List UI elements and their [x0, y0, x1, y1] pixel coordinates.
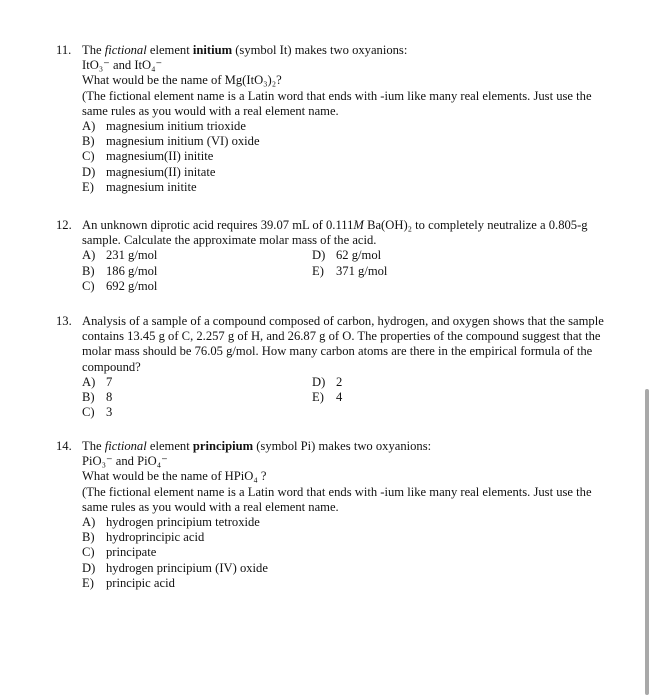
- option-a[interactable]: A) 231 g/mol: [82, 248, 158, 263]
- oxyanion-2: ItO₄⁻: [134, 58, 163, 73]
- option-b[interactable]: B) 8: [82, 390, 113, 405]
- option-a[interactable]: A) magnesium initium trioxide: [82, 119, 246, 134]
- option-b[interactable]: B) 186 g/mol: [82, 263, 158, 278]
- option-d[interactable]: D) 62 g/mol: [312, 248, 382, 263]
- question-text: What would be the name of Mg(ItO₃)₂?: [82, 73, 282, 88]
- option-c[interactable]: C) principate: [82, 545, 157, 560]
- option-c[interactable]: C) 692 g/mol: [82, 278, 158, 293]
- option-a[interactable]: A) hydrogen principium tetroxide: [82, 515, 260, 530]
- option-d[interactable]: D) magnesium(II) initate: [82, 164, 216, 179]
- question-number: 12.: [56, 218, 72, 232]
- option-c[interactable]: C) 3: [82, 405, 113, 420]
- option-e[interactable]: E) 4: [312, 390, 343, 405]
- question-number: 14.: [56, 439, 72, 453]
- question-number: 11.: [56, 43, 72, 57]
- option-b[interactable]: B) hydroprincipic acid: [82, 530, 205, 545]
- question-note: (The fictional element name is a Latin word that ends with -ium like many real elements. Just use the same rules as you would with a real element name.: [82, 484, 592, 514]
- oxyanion-1: PiO₃⁻: [82, 454, 113, 469]
- option-e[interactable]: E) principic acid: [82, 575, 175, 590]
- option-b[interactable]: B) magnesium initium (VI) oxide: [82, 134, 260, 149]
- question-intro: The fictional element initium (symbol It) makes two oxyanions:: [82, 43, 408, 57]
- options-grid: [82, 248, 612, 294]
- option-a[interactable]: A) 7: [82, 374, 113, 389]
- question-text: Analysis of a sample of a compound composed of carbon, hydrogen, and oxygen shows that the sample contains 13.45 g of C, 2.257 g of H, and 26.87 g of O. The properties of the compound suggest that the molar mass should be 76.05 g/mol. How many carbon atoms are there in the empirical formula of the compound?: [82, 314, 604, 374]
- question-text: An unknown diprotic acid requires 39.07 mL of 0.111M Ba(OH)₂ to completely neutralize a 0.805-g sample. Calculate the approximate molar mass of the acid.: [82, 218, 588, 248]
- option-d[interactable]: D) hydrogen principium (IV) oxide: [82, 560, 268, 575]
- question-number: 13.: [56, 314, 72, 328]
- vertical-scrollbar[interactable]: [645, 389, 649, 695]
- question-intro: The fictional element principium (symbol Pi) makes two oxyanions:: [82, 439, 432, 453]
- oxyanion-list: PiO₃⁻ and PiO₄⁻: [82, 454, 168, 469]
- question-text: What would be the name of HPiO₄ ?: [82, 469, 267, 484]
- oxyanion-2: PiO₄⁻: [137, 454, 168, 469]
- oxyanion-1: ItO₃⁻: [82, 58, 110, 73]
- options-grid: [82, 375, 612, 421]
- question-note: (The fictional element name is a Latin word that ends with -ium like many real elements. Just use the same rules as you would with a real element name.: [82, 88, 592, 118]
- option-d[interactable]: D) 2: [312, 374, 343, 389]
- option-e[interactable]: E) 371 g/mol: [312, 263, 388, 278]
- option-c[interactable]: C) magnesium(II) initite: [82, 149, 214, 164]
- option-e[interactable]: E) magnesium initite: [82, 179, 197, 194]
- oxyanion-list: ItO₃⁻ and ItO₄⁻: [82, 58, 163, 73]
